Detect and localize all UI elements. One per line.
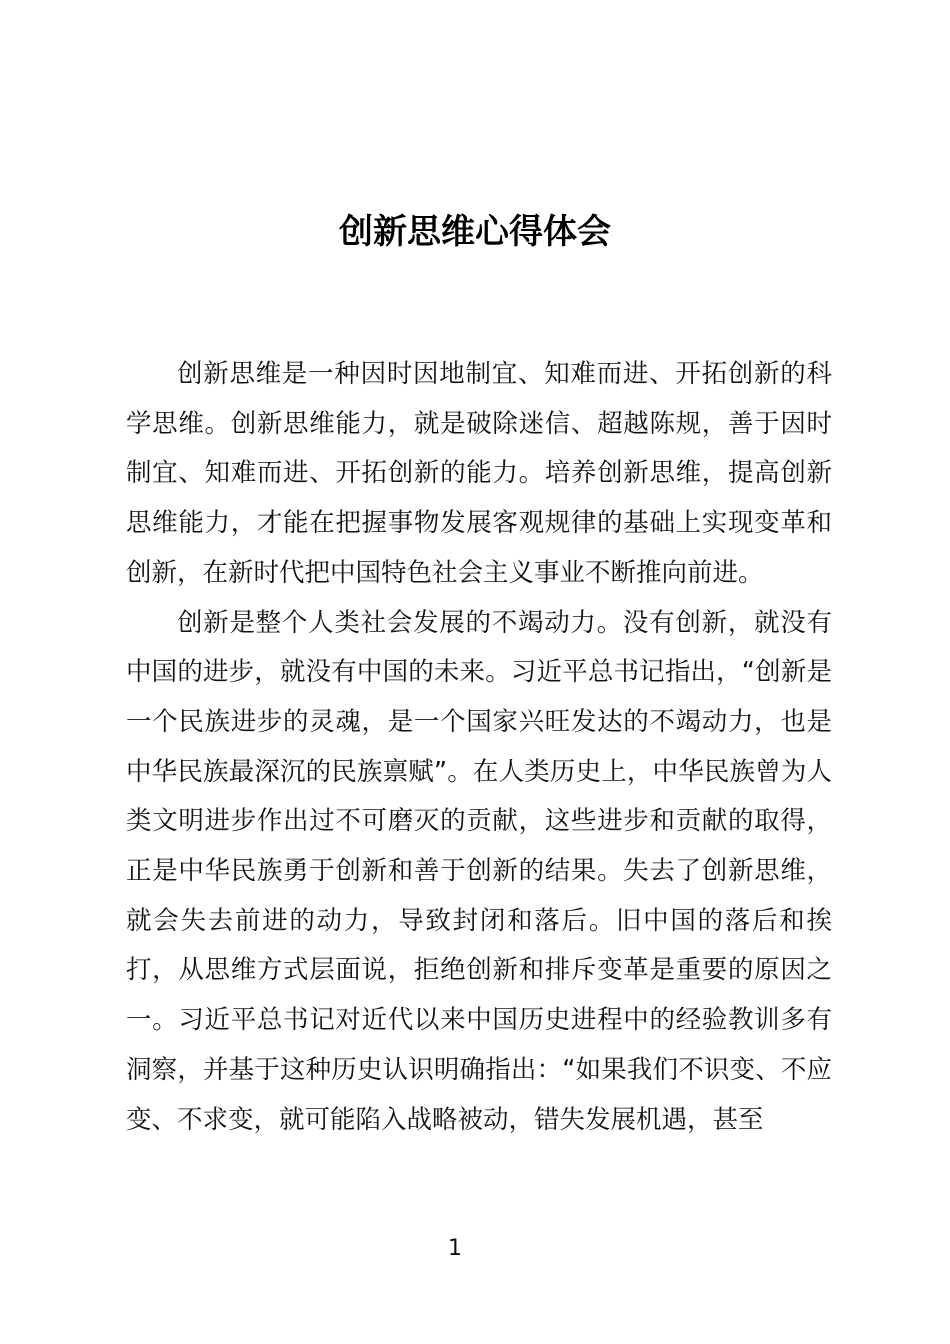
page-number xyxy=(0,1234,910,1264)
paragraph-2: 创新是整个人类社会发展的不竭动力。没有创新，就没有中国的进步，就没有中国的未来。习近平总书记指出，“创新是一个民族进步的灵魂，是一个国家兴旺发达的不竭动力，也是中华民族最深沉的民族禀赋”。在人类历史上，中华民族曾为人类文明进步作出过不可磨灭的贡献，这些进步和贡献的取得，正是中华民族勇于创新和善于创新的结果。失去了创新思维，就会失去前进的动力，导致封闭和落后。旧中国的落后和挨打，从思维方式层面说，拒绝创新和排斥变革是重要的原因之一。习近平总书记对近代以来中国历史进程中的经验教训多有洞察，并基于这种历史认识明确指出：“如果我们不识变、不应变、不求变，就可能陷入战略被动，错失发展机遇，甚至 xyxy=(126,607,832,1135)
document-title: 创新思维心得体会 xyxy=(339,212,611,252)
page-number-text: 1 xyxy=(448,1236,462,1261)
paragraph-1: 创新思维是一种因时因地制宜、知难而进、开拓创新的科学思维。创新思维能力，就是破除迷信、超越陈规，善于因时制宜、知难而进、开拓创新的能力。培养创新思维，提高创新思维能力，才能在把握事物发展客观规律的基础上实现变革和创新，在新时代把中国特色社会主义事业不断推向前进。 xyxy=(126,359,832,588)
document-body xyxy=(126,350,832,1145)
